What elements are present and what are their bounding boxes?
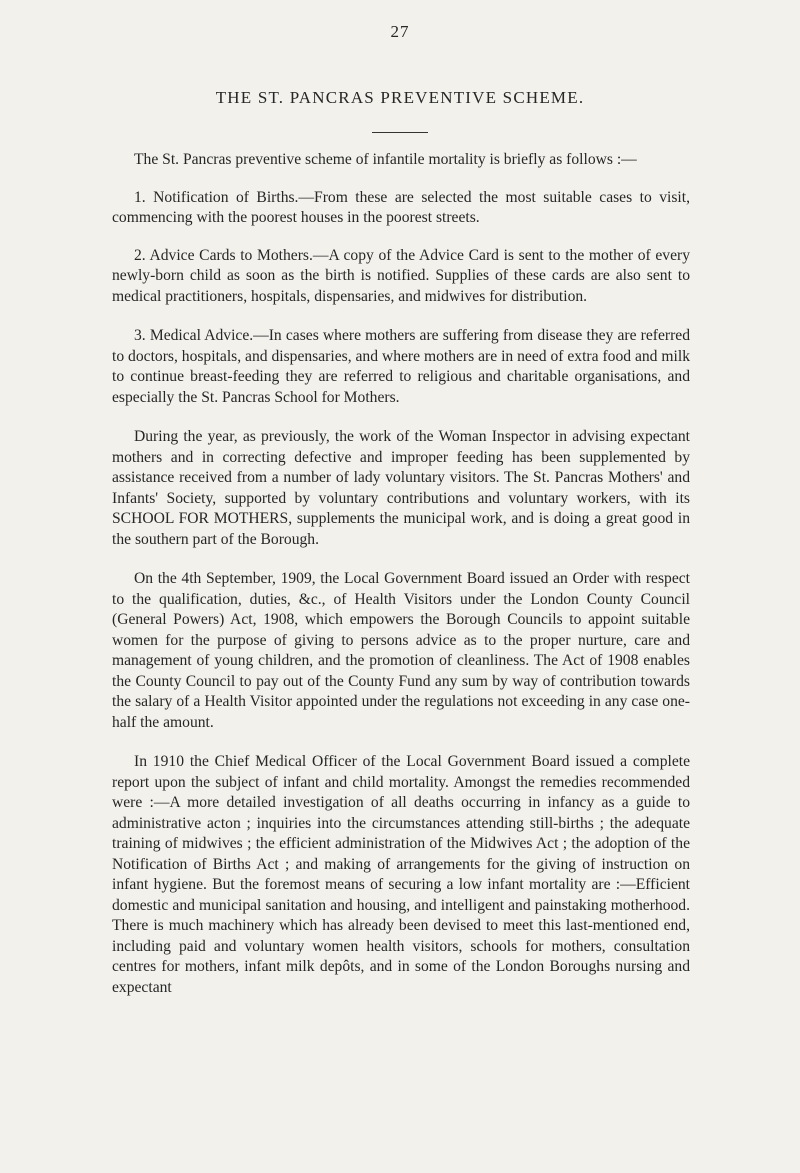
paragraph-health-visitors-order: On the 4th September, 1909, the Local Government Board issued an Order with respect to the qualification, duties, &c., of Health Visitors under the London County Council (General Powers) Act, 1908, which empowers the Borough Councils to appoint suitable women for the purpose of giving to persons advice as to the proper nurture, care and management of young children, and the promotion of cleanliness. The Act of 1908 enables the County Council to pay out of the County Fund any sum by way of contribution towards the salary of a Health Visitor appointed under the regulations not exceeding in any case one-half the amount. [112,570,690,731]
page-number: 27 [390,22,410,41]
paragraph-notification-of-births: 1. Notification of Births.—From these are selected the most suitable cases to visit, commencing with the poorest houses in the poorest streets. [112,188,690,226]
paragraph-medical-advice: 3. Medical Advice.—In cases where mothers are suffering from disease they are referred to doctors, hospitals, and dispensaries, and where mothers are in need of extra food and milk to continue breast-feeding they are referred to religious and charitable organisations, and especially the St. Pancras School for Mothers. [112,327,690,406]
page-title: THE ST. PANCRAS PREVENTIVE SCHEME. [215,88,585,107]
paragraph-advice-cards: 2. Advice Cards to Mothers.—A copy of the Advice Card is sent to the mother of every newly-born child as soon as the birth is notified. Supplies of these cards are also sent to medical practitioners, hospitals, dispensaries, and midwives for distribution. [112,246,690,305]
paragraph-1910-report: In 1910 the Chief Medical Officer of the Local Government Board issued a complete report upon the subject of infant and child mortality. Amongst the remedies recommended were :—A more detailed investigation of all deaths occurring in infancy as a guide to administrative acton ; inquiries into the circumstances attending still-births ; the adequate training of midwives ; the efficient administration of the Midwives Act ; the adoption of the Notification of Births Act ; and making of arrangements for the giving of instruction on infant hygiene. But the foremost means of securing a low infant mortality are :—Efficient domestic and municipal sanitation and housing, and intelligent and painstaking motherhood. There is much machinery which has already been devised to meet this last-mentioned end, including paid and voluntary women health visitors, schools for mothers, consultation centres for mothers, infant milk depôts, and in some of the London Boroughs nursing and expectant [112,753,690,996]
title-divider [372,132,428,133]
paragraph-woman-inspector: During the year, as previously, the work of the Woman Inspector in advising expectant mothers and in correcting defective and improper feeding has been supplemented by assistance received from a number of lady voluntary visitors. The St. Pancras Mothers' and Infants' Society, supported by voluntary contributions and voluntary workers, with its SCHOOL FOR MOTHERS, supplements the municipal work, and is doing a great good in the southern part of the Borough. [112,428,690,548]
intro-paragraph: The St. Pancras preventive scheme of infantile mortality is briefly as follows :— [134,151,637,168]
document-body [112,150,690,1017]
